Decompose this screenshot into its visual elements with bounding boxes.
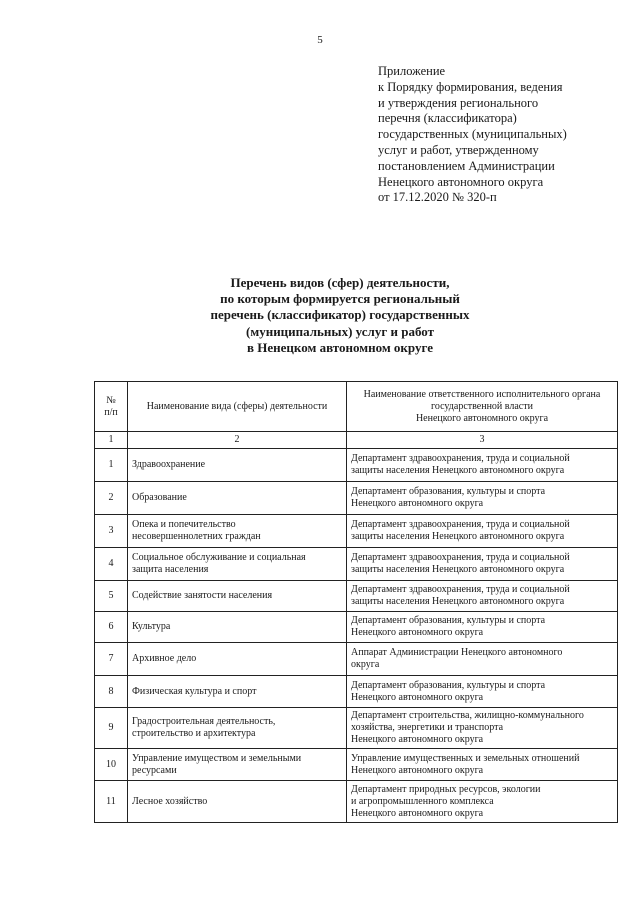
row-authority: Департамент образования, культуры и спорта Ненецкого автономного округа xyxy=(347,676,618,708)
title-line: перечень (классификатор) государственных xyxy=(210,307,470,323)
header-num: № п/п xyxy=(95,382,128,432)
appendix-note xyxy=(378,64,618,206)
row-authority: Департамент здравоохранения, труда и социальной защиты населения Ненецкого автономного округа xyxy=(347,548,618,581)
table-row xyxy=(95,643,618,676)
appendix-line: перечня (классификатора) xyxy=(378,111,517,126)
row-activity: Содействие занятости населения xyxy=(128,581,347,612)
table-row xyxy=(95,515,618,548)
row-activity: Лесное хозяйство xyxy=(128,781,347,823)
appendix-line: к Порядку формирования, ведения xyxy=(378,79,563,94)
table-row xyxy=(95,548,618,581)
activity-table xyxy=(94,381,618,823)
row-authority: Департамент здравоохранения, труда и социальной защиты населения Ненецкого автономного округа xyxy=(347,581,618,612)
row-activity: Культура xyxy=(128,612,347,643)
row-num: 8 xyxy=(95,676,128,708)
row-activity: Образование xyxy=(128,482,347,515)
appendix-line: постановлением Администрации xyxy=(378,158,555,173)
document-title xyxy=(130,275,550,356)
table-row xyxy=(95,449,618,482)
row-activity: Социальное обслуживание и социальная защита населения xyxy=(128,548,347,581)
row-num: 1 xyxy=(95,449,128,482)
appendix-line: и утверждения регионального xyxy=(378,95,539,110)
row-num: 5 xyxy=(95,581,128,612)
table-header-row xyxy=(95,382,618,432)
title-line: по которым формируется региональный xyxy=(220,291,460,307)
row-authority: Департамент природных ресурсов, экологии и агропромышленного комплекса Ненецкого автономного округа xyxy=(347,781,618,823)
table-row xyxy=(95,612,618,643)
row-authority: Департамент строительства, жилищно-коммунального хозяйства, энергетики и транспорта Ненецкого автономного округа xyxy=(347,708,618,749)
table-row xyxy=(95,708,618,749)
table-row xyxy=(95,749,618,781)
row-authority: Департамент здравоохранения, труда и социальной защиты населения Ненецкого автономного округа xyxy=(347,449,618,482)
row-authority: Управление имущественных и земельных отношений Ненецкого автономного округа xyxy=(347,749,618,781)
row-num: 4 xyxy=(95,548,128,581)
row-activity: Опека и попечительство несовершеннолетних граждан xyxy=(128,515,347,548)
row-num: 10 xyxy=(95,749,128,781)
column-number-row xyxy=(95,432,618,449)
row-authority: Аппарат Администрации Ненецкого автономного округа xyxy=(347,643,618,676)
column-number: 1 xyxy=(95,432,128,449)
header-activity: Наименование вида (сферы) деятельности xyxy=(128,382,347,432)
appendix-line: государственных (муниципальных) xyxy=(378,127,567,142)
appendix-line: Ненецкого автономного округа xyxy=(378,174,544,189)
row-num: 9 xyxy=(95,708,128,749)
appendix-line: Приложение xyxy=(378,64,446,78)
row-num: 2 xyxy=(95,482,128,515)
row-authority: Департамент образования, культуры и спорта Ненецкого автономного округа xyxy=(347,612,618,643)
row-num: 11 xyxy=(95,781,128,823)
row-num: 7 xyxy=(95,643,128,676)
table-row xyxy=(95,676,618,708)
appendix-line: услуг и работ, утвержденному xyxy=(378,142,539,157)
page-number: 5 xyxy=(317,34,323,46)
row-num: 6 xyxy=(95,612,128,643)
title-line: (муниципальных) услуг и работ xyxy=(246,323,434,339)
column-number: 2 xyxy=(128,432,347,449)
row-authority: Департамент здравоохранения, труда и социальной защиты населения Ненецкого автономного округа xyxy=(347,515,618,548)
table-row xyxy=(95,482,618,515)
table-row xyxy=(95,781,618,823)
appendix-line: от 17.12.2020 № 320-п xyxy=(378,190,497,205)
row-activity: Архивное дело xyxy=(128,643,347,676)
title-line: Перечень видов (сфер) деятельности, xyxy=(230,275,450,290)
header-authority: Наименование ответственного исполнительного органа государственной власти Ненецкого автономного округа xyxy=(347,382,618,432)
row-activity: Здравоохранение xyxy=(128,449,347,482)
table-row xyxy=(95,581,618,612)
row-activity: Физическая культура и спорт xyxy=(128,676,347,708)
title-line: в Ненецком автономном округе xyxy=(247,339,433,355)
row-authority: Департамент образования, культуры и спорта Ненецкого автономного округа xyxy=(347,482,618,515)
row-activity: Градостроительная деятельность, строительство и архитектура xyxy=(128,708,347,749)
row-activity: Управление имуществом и земельными ресурсами xyxy=(128,749,347,781)
column-number: 3 xyxy=(347,432,618,449)
row-num: 3 xyxy=(95,515,128,548)
